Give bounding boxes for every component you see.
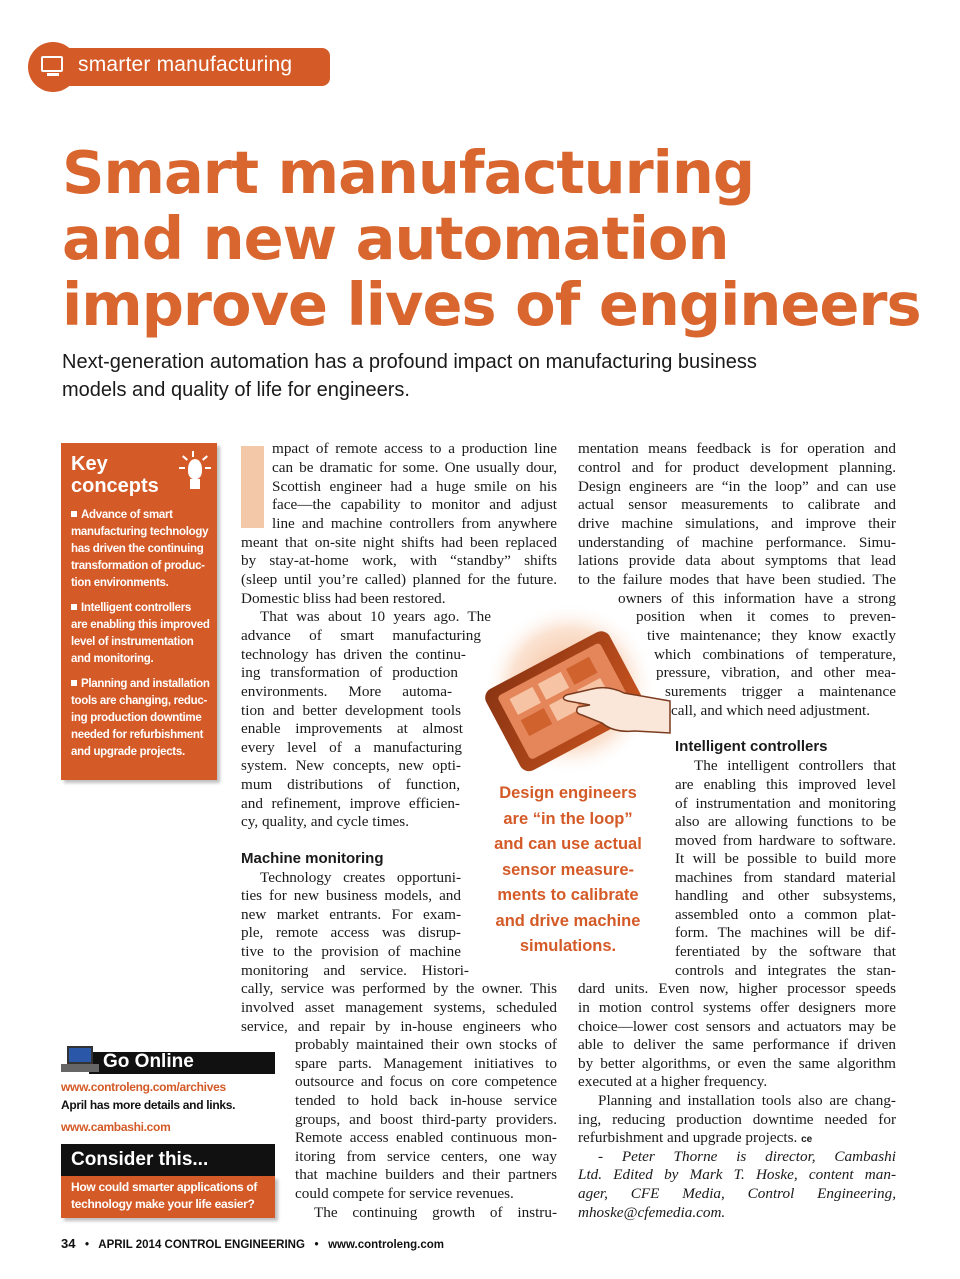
body-line: cally, service was performed by the owner. This: [241, 980, 557, 997]
body-line: The intelligent controllers that: [694, 757, 896, 774]
body-line: ing transformation of production: [241, 664, 458, 681]
body-line: refurbishment and upgrade projects. ce: [578, 1129, 813, 1146]
body-line: in motion control systems offer designers more: [578, 999, 896, 1016]
laptop-icon: [61, 1046, 99, 1074]
body-line: control and for product development planning.: [578, 459, 896, 476]
title-line: Smart manufacturing: [62, 138, 755, 207]
body-line: system. New concepts, new opti-: [241, 757, 461, 774]
body-line: environments. More automa-: [241, 683, 452, 700]
byline-line: Ltd. Edited by Mark T. Hoske, content man-: [578, 1166, 896, 1183]
body-line: Remote access enabled continuous mon-: [295, 1129, 557, 1146]
byline-email[interactable]: mhoske@cfemedia.com.: [578, 1204, 726, 1221]
body-line: mum distributions of function,: [241, 776, 460, 793]
body-line: ing, reducing production downtime needed for: [578, 1111, 896, 1128]
body-line: spare parts. Management initiatives to: [295, 1055, 557, 1072]
body-line: surements trigger a maintenance: [665, 683, 896, 700]
byline-line: ager, CFE Media, Control Engineering,: [578, 1185, 896, 1202]
article-title: [62, 140, 942, 338]
body-line: machines from standard material: [675, 869, 896, 886]
body-line: ple, remote access was disrup-: [241, 924, 461, 941]
pull-quote-line: simulations.: [519, 937, 617, 955]
body-line: owners of this information have a strong: [618, 590, 896, 607]
section-banner: [28, 42, 330, 92]
key-heading-line: Key: [71, 453, 108, 475]
body-line: tive maintenance; they know exactly: [647, 627, 896, 644]
pull-quote-line: ments to calibrate: [497, 886, 639, 904]
body-line: face—the capability to monitor and adjust: [272, 496, 557, 513]
issue-label: APRIL 2014 CONTROL ENGINEERING: [98, 1239, 305, 1251]
title-line: and new automation: [62, 204, 729, 273]
body-line: every level of a manufacturing: [241, 739, 462, 756]
key-concept-item: Intelligent controllers are enabling this improved level of instrumentation and monitoring.: [71, 602, 210, 665]
body-line: advance of smart manufacturing: [241, 627, 481, 644]
body-line: assembled onto a common plat-: [675, 906, 896, 923]
article-subtitle: [62, 348, 842, 404]
body-line: are enabling this improved level: [675, 776, 896, 793]
body-line: outsource and focus on core competence: [295, 1073, 557, 1090]
body-line: by stay-at-home work, with “standby” shifts: [241, 552, 557, 569]
body-line: executed at a higher frequency.: [578, 1073, 768, 1090]
pull-quote-line: sensor measure-: [501, 860, 635, 879]
body-line: and refinement, improve efficien-: [241, 795, 460, 812]
body-line: monitoring and service. Histori-: [241, 962, 469, 979]
body-line: technology has driven the continu-: [241, 646, 466, 663]
archives-link[interactable]: www.controleng.com/archives: [61, 1080, 226, 1094]
monitor-icon: [41, 56, 63, 72]
body-line: Scottish engineer had a huge smile on his: [272, 478, 557, 495]
pull-quote: [478, 781, 658, 960]
key-concepts-heading: [71, 453, 159, 497]
body-line: choice—lower cost sensors and actuators may be: [578, 1018, 896, 1035]
body-line: The continuing growth of instru-: [314, 1204, 557, 1221]
body-line: can be dramatic for some. One usually dour,: [272, 459, 557, 476]
pull-quote-line: and can use actual: [494, 835, 642, 853]
go-online-title: Go Online: [103, 1051, 194, 1072]
body-line: moved from hardware to software.: [675, 832, 896, 849]
cambashi-link[interactable]: www.cambashi.com: [61, 1120, 171, 1134]
body-line: to the failure modes that have been studied. The: [578, 571, 896, 588]
consider-text: How could smarter applications of technology make your life easier?: [71, 1180, 258, 1211]
body-line: handling and other subsystems,: [675, 887, 896, 904]
monitor-stand: [47, 73, 59, 76]
consider-title: Consider this...: [71, 1149, 209, 1170]
body-line: drive machine simulations, and improve their: [578, 515, 896, 532]
body-line: mentation means feedback is for operation and: [578, 440, 896, 457]
banner-label: smarter manufacturing: [78, 53, 293, 76]
pull-quote-line: and drive machine: [495, 911, 641, 930]
key-concepts-box: [61, 443, 217, 780]
body-line: enable improvements at almost: [241, 720, 463, 737]
subtitle-line: Next-generation automation has a profound impact on manufacturing business: [62, 351, 757, 373]
go-online-box: [61, 1046, 275, 1134]
body-line: cy, quality, and cycle times.: [241, 813, 409, 830]
body-line: understanding of machine performance. Simu-: [578, 534, 896, 551]
body-line: Domestic bliss had been restored.: [241, 590, 446, 607]
body-line: able to deliver the same performance if driven: [578, 1036, 896, 1053]
body-line: lations provide data about symptoms that lead: [578, 552, 896, 569]
body-line: service, and repair by in-house engineers who: [241, 1018, 557, 1035]
body-line: That was about 10 years ago. The: [260, 608, 491, 625]
subhead-intelligent-controllers: Intelligent controllers: [675, 738, 828, 755]
body-line: could compete for service revenues.: [295, 1185, 514, 1202]
body-line: form. The machines will be dif-: [675, 924, 896, 941]
body-line: actual sensor measurements to calibrate and: [578, 496, 896, 513]
pull-quote-line: Design engineers: [499, 784, 637, 802]
end-mark: ce: [801, 1134, 813, 1145]
page-number: 34: [61, 1236, 76, 1251]
footer-bullet: •: [308, 1239, 325, 1251]
body-line: by better algorithms, or even the same algorithm: [578, 1055, 896, 1072]
body-line: itoring from service centers, one way: [295, 1148, 557, 1165]
body-line: (sleep until you’re called) planned for the future.: [241, 571, 557, 588]
body-line: also are allowing functions to be: [675, 813, 896, 830]
body-line: of instrumentation and monitoring: [675, 795, 896, 812]
body-line: position when it comes to preven-: [636, 608, 896, 625]
body-line: line and machine controllers from anywhere: [272, 515, 557, 532]
body-line: ties for new business models, and: [241, 887, 461, 904]
footer-url[interactable]: www.controleng.com: [328, 1239, 444, 1251]
body-line: new market entrants. For exam-: [241, 906, 461, 923]
go-online-note: April has more details and links.: [61, 1098, 236, 1112]
subhead-machine-monitoring: Machine monitoring: [241, 850, 384, 867]
lightbulb-icon: [179, 449, 211, 501]
body-line: It will be possible to build more: [675, 850, 896, 867]
body-line: Technology creates opportuni-: [260, 869, 461, 886]
key-concept-item: Advance of smart manufacturing technology has driven the continuing transformation of produc- tion environments.: [71, 509, 209, 589]
body-line: pressure, vibration, and other mea-: [656, 664, 896, 681]
body-line: meant that on-site night shifts had been replaced: [241, 534, 557, 551]
body-line: ferentiated by the software that: [675, 943, 896, 960]
body-line: groups, and boost third-party providers.: [295, 1111, 557, 1128]
body-line: call, and which need adjustment.: [671, 702, 871, 719]
body-line: tive to the provision of machine: [241, 943, 461, 960]
footer-bullet: •: [78, 1239, 96, 1251]
body-line: probably maintained their own stocks of: [295, 1036, 557, 1053]
title-line: improve lives of engineers: [62, 270, 921, 339]
drop-cap: [241, 446, 264, 528]
body-line: Planning and installation tools also are chang-: [598, 1092, 896, 1109]
body-line: that machine builders and their partners: [295, 1166, 557, 1183]
key-heading-line: concepts: [71, 475, 159, 497]
subtitle-line: models and quality of life for engineers.: [62, 379, 410, 401]
body-line: which combinations of temperature,: [654, 646, 896, 663]
byline-line: - Peter Thorne is director, Cambashi: [598, 1148, 896, 1165]
touchscreen-illustration: [474, 603, 672, 783]
body-line: tion and better development tools: [241, 702, 461, 719]
body-line: involved asset management systems, scheduled: [241, 999, 557, 1016]
consider-box: [61, 1144, 275, 1218]
body-line: dard units. Even now, higher processor speeds: [578, 980, 896, 997]
page-footer: [61, 1236, 444, 1251]
key-concepts-list: [71, 507, 213, 769]
pull-quote-line: are “in the loop”: [503, 809, 633, 828]
body-line: Design engineers are “in the loop” and can use: [578, 478, 896, 495]
body-line: tended to hold back in-house service: [295, 1092, 557, 1109]
key-concept-item: Planning and installation tools are changing, reduc- ing production downtime needed for refurbishment and upgrade projects.: [71, 678, 210, 758]
body-line: mpact of remote access to a production line: [272, 440, 557, 457]
body-line: controls and integrates the stan-: [675, 962, 896, 979]
